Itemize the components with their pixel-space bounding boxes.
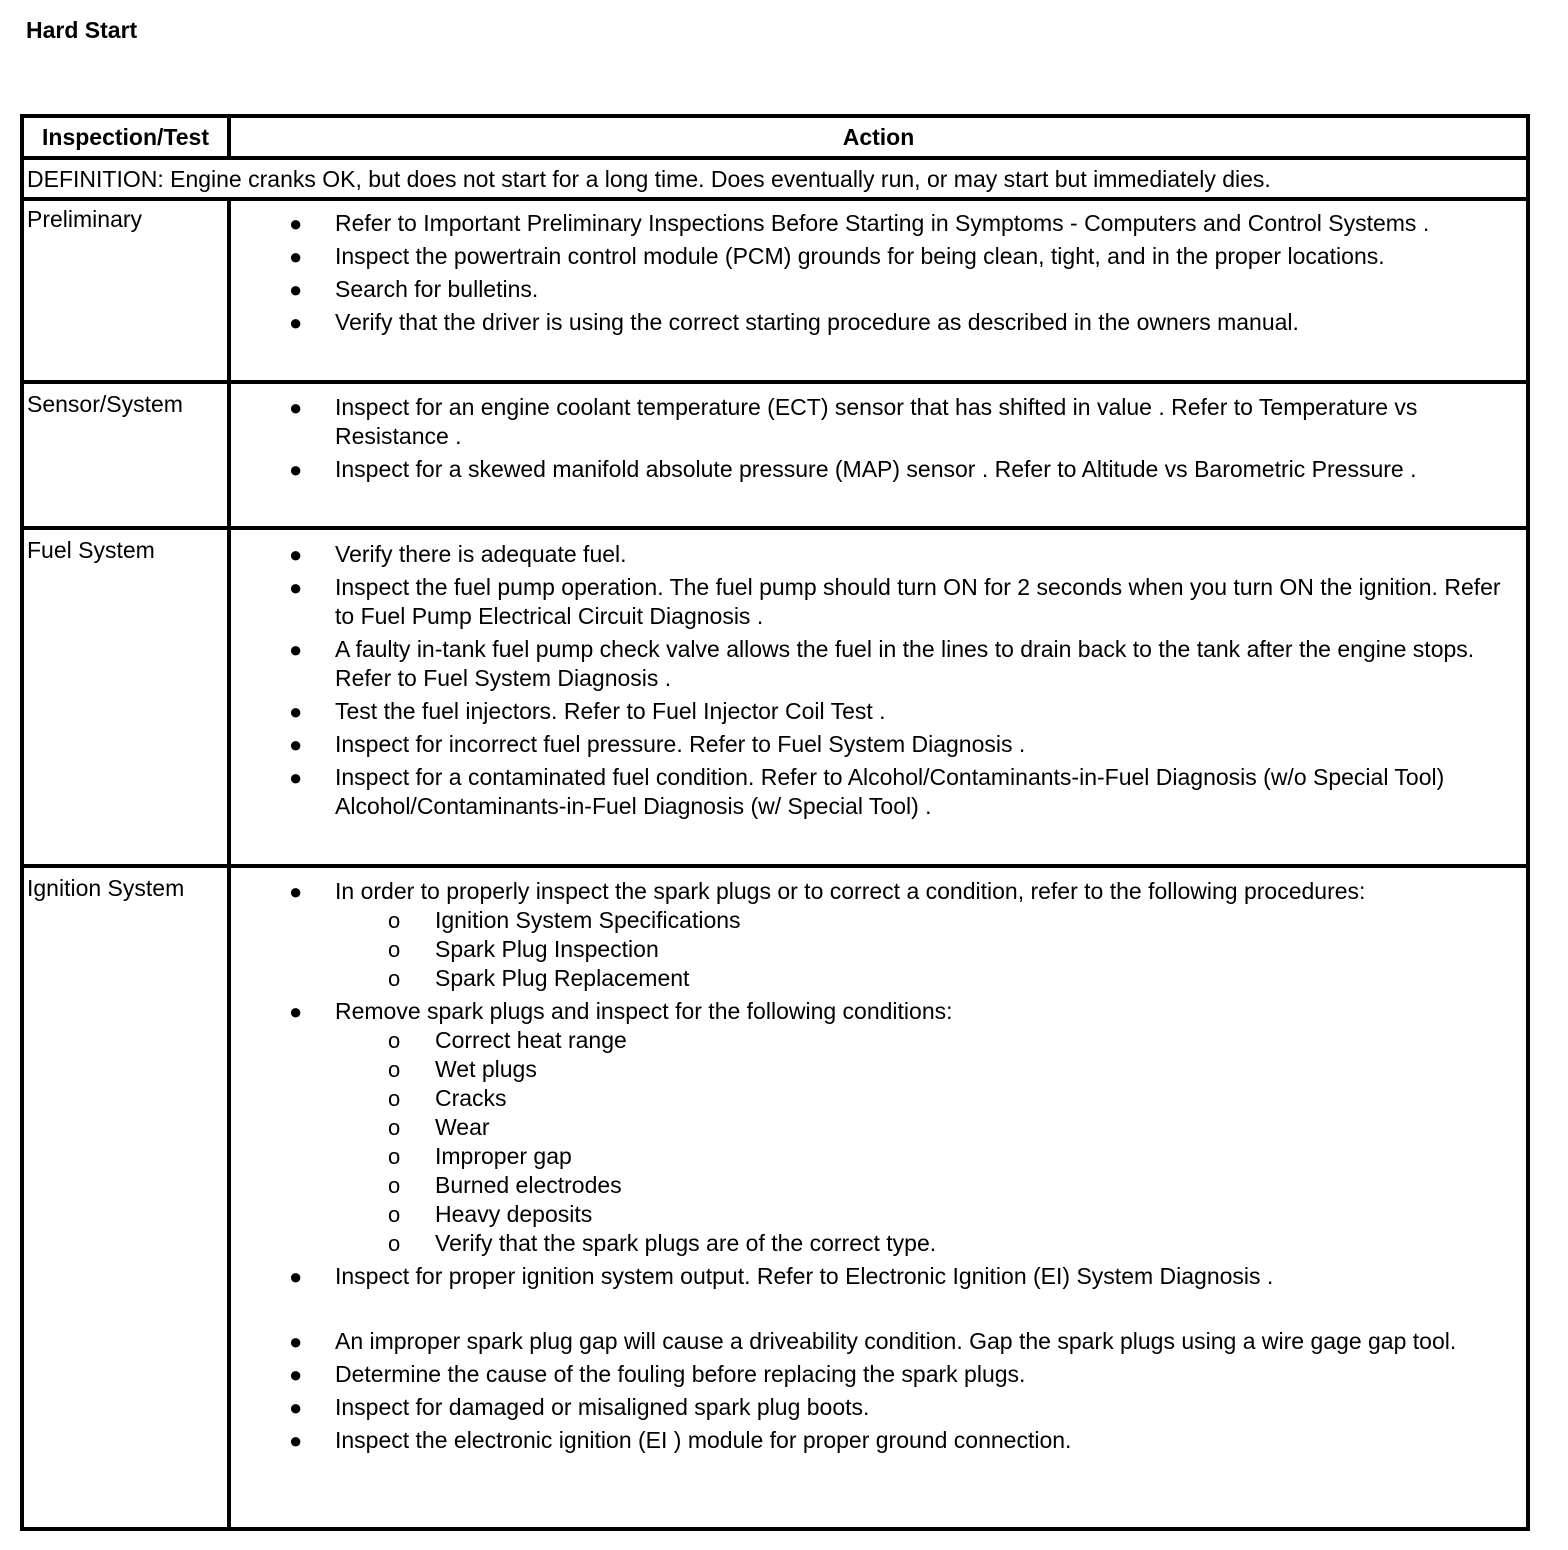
circle-bullet-icon: o bbox=[388, 966, 401, 991]
header-action: Action bbox=[842, 124, 915, 150]
sub-list-item: o Cracks bbox=[388, 1085, 507, 1111]
sub-list-item: o Burned electrodes bbox=[388, 1172, 622, 1198]
row-action-preliminary bbox=[231, 209, 1526, 341]
bullet-icon: ● bbox=[289, 457, 303, 482]
list-item: ● Verify that the driver is using the correct starting procedure as described in the owners manual. bbox=[289, 309, 1299, 335]
list-item: ● Inspect for a skewed manifold absolute pressure (MAP) sensor . Refer to Altitude vs Barometric Pressure . bbox=[289, 456, 1417, 482]
table-divider bbox=[24, 197, 1526, 201]
list-item: ● Search for bulletins. bbox=[289, 276, 539, 302]
list-item: ● Inspect for damaged or misaligned spark plug boots. bbox=[289, 1394, 870, 1420]
circle-bullet-icon: o bbox=[388, 1115, 401, 1140]
row-action-fuel-system bbox=[231, 540, 1526, 825]
bullet-icon: ● bbox=[289, 395, 303, 420]
table-divider bbox=[24, 864, 1526, 868]
table-divider bbox=[24, 526, 1526, 530]
list-item: ● Refer to Important Preliminary Inspections Before Starting in Symptoms - Computers and Control Systems . bbox=[289, 210, 1430, 236]
sub-list-item: o Wear bbox=[388, 1114, 490, 1140]
page-title: Hard Start bbox=[26, 17, 138, 43]
bullet-icon: ● bbox=[289, 1428, 303, 1453]
list-item: ● Inspect the electronic ignition (EI ) module for proper ground connection. bbox=[289, 1427, 1072, 1453]
bullet-icon: ● bbox=[289, 637, 303, 662]
list-item: ● Inspect for a contaminated fuel condition. Refer to Alcohol/Contaminants-in-Fuel Diagnosis (w/o Special Tool) Alcohol/Contaminants-in-Fuel Diagnosis (w/ Special Tool) . bbox=[289, 764, 1445, 819]
circle-bullet-icon: o bbox=[388, 1144, 401, 1169]
sub-list-item: o Heavy deposits bbox=[388, 1201, 593, 1227]
list-item: ● Inspect for proper ignition system output. Refer to Electronic Ignition (EI) System Diagnosis . bbox=[289, 1263, 1274, 1289]
bullet-icon: ● bbox=[289, 879, 303, 904]
row-label-sensor-system: Sensor/System bbox=[27, 391, 183, 417]
bullet-icon: ● bbox=[289, 575, 303, 600]
header-inspection-test: Inspection/Test bbox=[42, 124, 209, 150]
list-item: ● Inspect for an engine coolant temperature (ECT) sensor that has shifted in value . Refer to Temperature vs Resistance . bbox=[289, 394, 1418, 449]
list-item: ● An improper spark plug gap will cause a driveability condition. Gap the spark plugs using a wire gage gap tool. bbox=[289, 1328, 1457, 1354]
circle-bullet-icon: o bbox=[388, 1057, 401, 1082]
diagnosis-table bbox=[20, 114, 1530, 1531]
list-item: ● In order to properly inspect the spark plugs or to correct a condition, refer to the following procedures: o Ignition System Specifications o Spark Plug Inspection o Spark Plug Replacement bbox=[231, 877, 1526, 993]
list-item: ● Verify there is adequate fuel. bbox=[289, 541, 627, 567]
bullet-icon: ● bbox=[289, 999, 303, 1024]
sub-list-item: o Spark Plug Replacement bbox=[388, 965, 690, 991]
definition-text: DEFINITION: Engine cranks OK, but does not start for a long time. Does eventually run, or may start but immediately dies. bbox=[27, 166, 1271, 192]
bullet-icon: ● bbox=[289, 732, 303, 757]
row-label-ignition-system: Ignition System bbox=[27, 875, 185, 901]
list-item: ● Inspect the powertrain control module (PCM) grounds for being clean, tight, and in the proper locations. bbox=[289, 243, 1385, 269]
circle-bullet-icon: o bbox=[388, 1028, 401, 1053]
row-action-sensor-system bbox=[231, 393, 1526, 488]
list-item: ● Inspect the fuel pump operation. The fuel pump should turn ON for 2 seconds when you turn ON the ignition. Refer to Fuel Pump Electrical Circuit Diagnosis . bbox=[289, 574, 1501, 629]
circle-bullet-icon: o bbox=[388, 1231, 401, 1256]
circle-bullet-icon: o bbox=[388, 1173, 401, 1198]
row-label-preliminary: Preliminary bbox=[27, 206, 143, 232]
list-item: ● Remove spark plugs and inspect for the following conditions: o Correct heat range o Wet plugs o Cracks o Wear o Improper gap o Burned electrodes o Heavy deposits o Verify that the spark plugs are of the correct type. bbox=[231, 997, 1526, 1258]
circle-bullet-icon: o bbox=[388, 1202, 401, 1227]
sub-list-item: o Verify that the spark plugs are of the correct type. bbox=[388, 1230, 937, 1256]
bullet-icon: ● bbox=[289, 1329, 303, 1354]
bullet-icon: ● bbox=[289, 699, 303, 724]
row-label-fuel-system: Fuel System bbox=[27, 537, 155, 563]
table-divider bbox=[24, 380, 1526, 384]
bullet-icon: ● bbox=[289, 310, 303, 335]
bullet-icon: ● bbox=[289, 1395, 303, 1420]
bullet-icon: ● bbox=[289, 542, 303, 567]
row-action-ignition-system bbox=[231, 877, 1526, 1459]
sub-list-item: o Improper gap bbox=[388, 1143, 572, 1169]
list-item: ● Inspect for incorrect fuel pressure. Refer to Fuel System Diagnosis . bbox=[289, 731, 1026, 757]
sub-list-item: o Spark Plug Inspection bbox=[388, 936, 659, 962]
circle-bullet-icon: o bbox=[388, 1086, 401, 1111]
circle-bullet-icon: o bbox=[388, 937, 401, 962]
table-divider bbox=[24, 156, 1526, 160]
bullet-icon: ● bbox=[289, 211, 303, 236]
bullet-icon: ● bbox=[289, 765, 303, 790]
list-item: ● A faulty in-tank fuel pump check valve allows the fuel in the lines to drain back to the tank after the engine stops. Refer to Fuel System Diagnosis . bbox=[289, 636, 1475, 691]
bullet-icon: ● bbox=[289, 277, 303, 302]
sub-list-item: o Wet plugs bbox=[388, 1056, 537, 1082]
list-item: ● Test the fuel injectors. Refer to Fuel Injector Coil Test . bbox=[289, 698, 886, 724]
circle-bullet-icon: o bbox=[388, 908, 401, 933]
bullet-icon: ● bbox=[289, 244, 303, 269]
sub-list-item: o Ignition System Specifications bbox=[388, 907, 741, 933]
sub-list-item: o Correct heat range bbox=[388, 1027, 627, 1053]
list-item: ● Determine the cause of the fouling before replacing the spark plugs. bbox=[289, 1361, 1026, 1387]
bullet-icon: ● bbox=[289, 1362, 303, 1387]
bullet-icon: ● bbox=[289, 1264, 303, 1289]
